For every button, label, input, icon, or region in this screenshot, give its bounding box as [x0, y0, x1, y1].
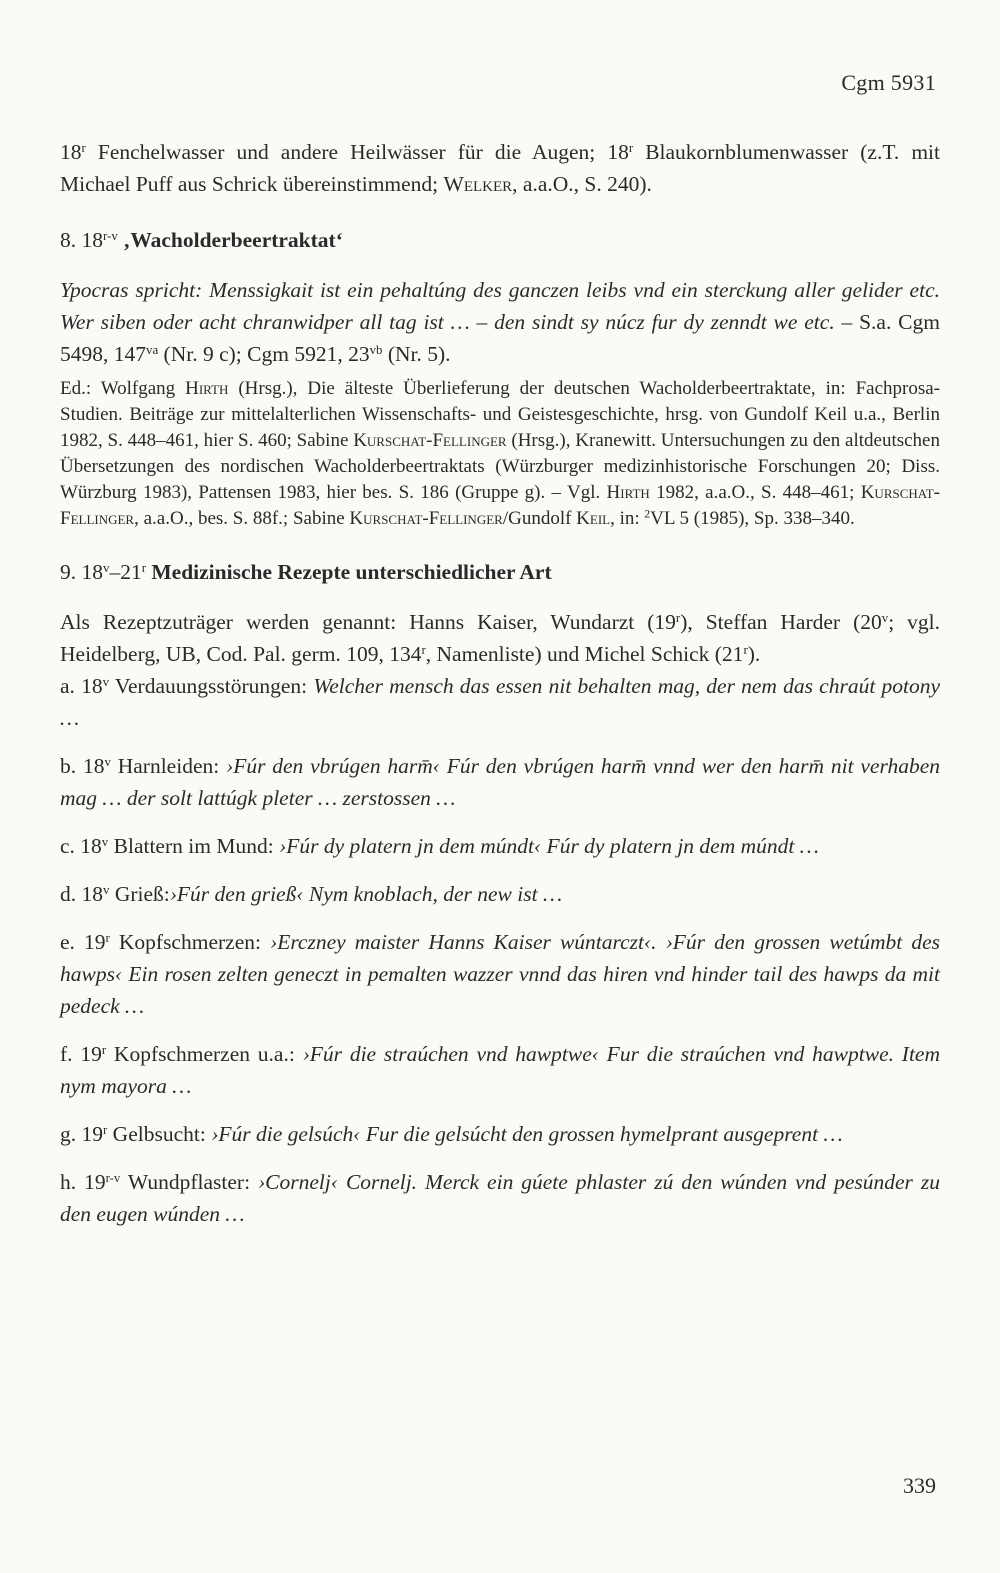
item-8-edition: Ed.: Wolfgang Hirth (Hrsg.), Die älteste Überlieferung der deutschen Wacholderbeertraktate, in: Fachprosa-Studien. Beiträge zur mittelalterlichen Wissenschafts- und Geistesgeschichte, hrsg. von Gundolf Keil u.a., Berlin 1982, S. 448–461, hier S. 460; Sabine Kurschat-Fellinger (Hrsg.), Kranewitt. Untersuchungen zu den altdeutschen Übersetzungen des nordischen Wacholderbeertraktats (Würzburger medizinhistorische Forschungen 20; Diss. Würzburg 1983), Pattensen 1983, hier bes. S. 186 (Gruppe g). – Vgl. Hirth 1982, a.a.O., S. 448–461; Kurschat-Fellinger, a.a.O., bes. S. 88f.; Sabine Kurschat-Fellinger/Gundolf Keil, in: $^2$VL 5 (1985), Sp. 338–340. — [60, 378, 940, 529]
running-head: Cgm 5931 — [841, 70, 936, 95]
item-9-intro: Als Rezeptzuträger werden genannt: Hanns Kaiser, Wundarzt (19$^r$), Steffan Harder (20$^v$; vgl. Heidelberg, UB, Cod. Pal. germ. 109, 134$^r$, Namenliste) und Michel Schick (21$^r$). — [60, 610, 940, 666]
page-number: 339 — [903, 1473, 936, 1498]
item-8-incipit: Ypocras spricht: Menssigkait ist ein pehaltúng des ganczen leibs vnd ein sterckung aller gelider etc. Wer siben oder acht chranwidper all tag ist … – den sindt sy núcz fur dy zenndt we etc. – S.a. Cgm 5498, $147^{va}$ (Nr. 9 c); Cgm 5921, $23^{vb}$ (Nr. 5). — [60, 278, 940, 366]
recipe-entry-a: a. 18$^v$ Verdauungsstörungen: Welcher mensch das essen nit behalten mag, der nem das chraút potony … — [60, 674, 940, 730]
item-7-tail: 18$^r$ Fenchelwasser und andere Heilwässer für die Augen; 18$^r$ Blaukornblumenwasser (z.T. mit Michael Puff aus Schrick übereinstimmend; Welker, a.a.O., S. 240). — [60, 140, 940, 196]
page-body — [60, 136, 940, 1230]
recipe-entry-c: c. 18$^v$ Blattern im Mund: ›Fúr dy platern jn dem múndt‹ Fúr dy platern jn dem múndt … — [60, 834, 819, 858]
recipe-entry-d: d. 18$^v$ Grieß:›Fúr den grieß‹ Nym knoblach, der new ist … — [60, 882, 563, 906]
item-9-heading: 9. 18$^v$–21$^r$ Medizinische Rezepte unterschiedlicher Art — [60, 560, 552, 584]
recipe-entry-e: e. 19$^r$ Kopfschmerzen: ›Erczney maister Hanns Kaiser wúntarczt‹. ›Fúr den grossen wetúmbt des hawps‹ Ein rosen zelten geneczt in pemalten wazzer vnnd das hiren vnd hinder tail des hawps da mit pedeck … — [60, 930, 940, 1018]
recipe-entry-f: f. 19$^r$ Kopfschmerzen u.a.: ›Fúr die straúchen vnd hawptwe‹ Fur die straúchen vnd hawptwe. Item nym mayora … — [60, 1042, 940, 1098]
item-8-heading: 8. 18$^{r-v}$ ‚Wacholderbeertraktat‘ — [60, 228, 343, 252]
recipe-entry-h: h. 19$^{r-v}$ Wundpflaster: ›Cornelj‹ Cornelj. Merck ein gúete phlaster zú den wúnden vnd pesúnder zu den eugen wúnden … — [60, 1170, 940, 1226]
author-welker: Welker — [443, 172, 513, 196]
recipe-entry-b: b. 18$^v$ Harnleiden: ›Fúr den vbrúgen harm̄‹ Fúr den vbrúgen harm̄ vnnd wer den harm̄ nit verhaben mag … der solt lattúgk pleter … zerstossen … — [60, 754, 940, 810]
recipe-list — [60, 670, 940, 1230]
recipe-entry-g: g. 19$^r$ Gelbsucht: ›Fúr die gelsúch‹ Fur die gelsúcht den grossen hymelprant ausgeprent … — [60, 1122, 843, 1146]
